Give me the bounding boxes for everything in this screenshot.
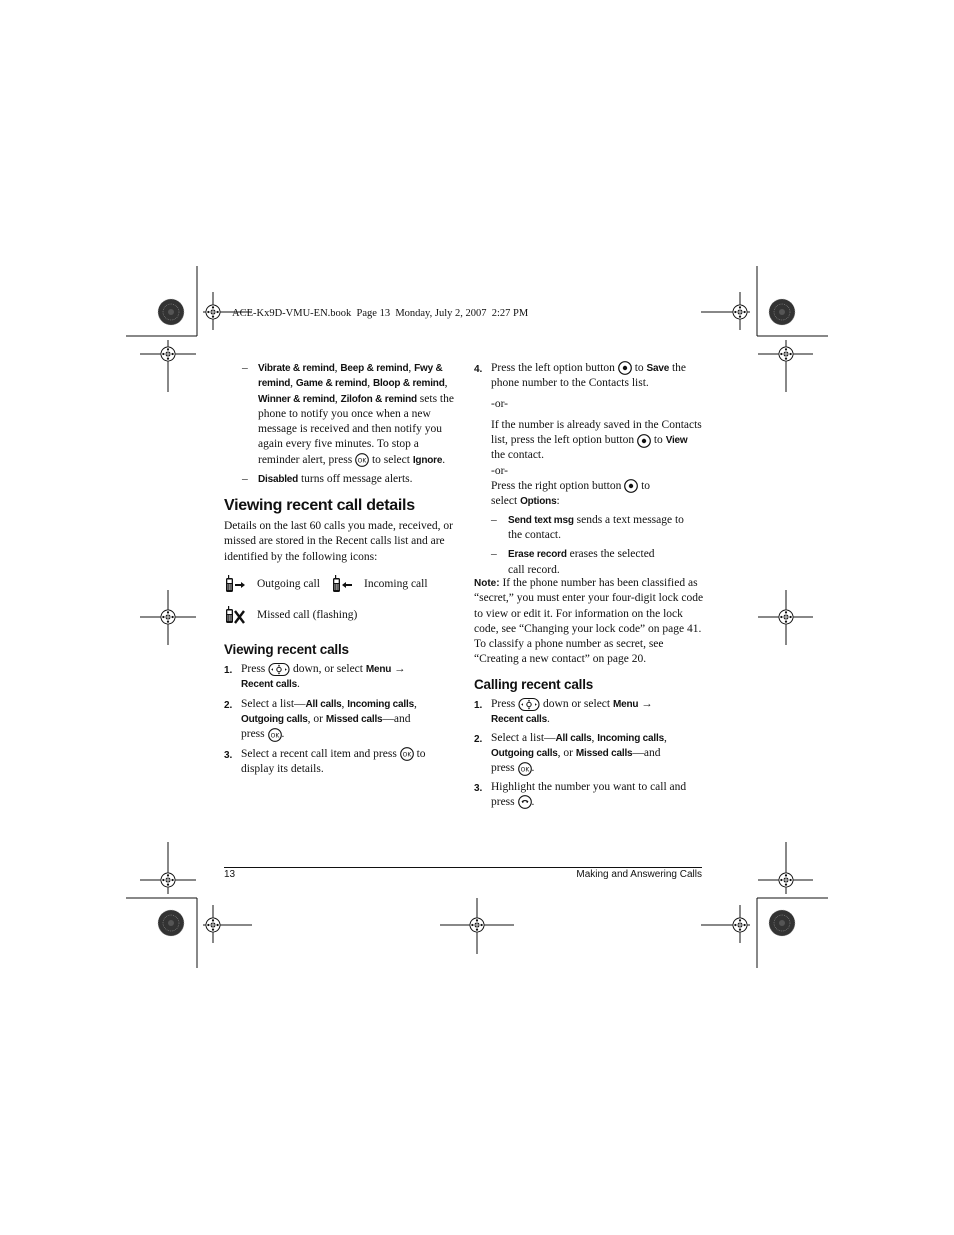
intro-paragraph: Details on the last 60 calls you made, received, or missed are stored in the Recent calls list and are identified by the following icons: [224, 520, 453, 563]
alert-line-1 [258, 361, 457, 376]
alert-text: , [408, 362, 415, 374]
step-1: 1. Press down or select Menu → Recent calls. [474, 698, 653, 726]
subheading-viewing: Viewing recent calls [224, 642, 349, 657]
option-button-icon [618, 361, 632, 375]
erase-record-option: – Erase record erases the selected call record. [491, 548, 655, 576]
step-4: 4. Press the left option button to Save the phone number to the Contacts list. -or- If the number is already saved in the Contacts list, press the left option button to View the contact. -or- Press the right option button to select Options: – Send text msg sends a text message to the contact. – Erase record erases the selected call record. [474, 361, 706, 578]
alert-option-name: Winner & remind [258, 393, 335, 405]
missed-call-icon [224, 606, 246, 626]
alert-line-4: phone to notify you once when a new [258, 407, 431, 420]
note-paragraph: Note: If the phone number has been classified as “secret,” you must enter your four-digit lock code to view or edit it. For information on the lock code, see “Changing your lock code” on page 41. To classify a phone number as secret, see “Creating a new contact” on page 20. [474, 577, 704, 666]
file-stamp: ACE-Kx9D-VMU-EN.book Page 13 Monday, July 2, 2007 2:27 PM [232, 308, 529, 319]
ok-key-icon [400, 747, 414, 761]
alert-option-name: Vibrate & remind [258, 363, 335, 374]
ok-key-icon [355, 453, 369, 467]
step-2: 2. Select a list—All calls, Incoming calls, Outgoing calls, or Missed calls—and press . [474, 731, 667, 775]
outgoing-call-label: Outgoing call [257, 578, 320, 590]
ok-key-icon [268, 728, 282, 742]
footer-rule [224, 867, 702, 868]
missed-call-label: Missed call (flashing) [257, 609, 358, 621]
alert-option-name: remind [258, 378, 291, 390]
alert-text: , [334, 362, 341, 374]
nav-key-icon [518, 697, 540, 712]
option-button-icon [637, 434, 651, 448]
step-2: 2. Select a list—All calls, Incoming calls, Outgoing calls, or Missed calls—and press . [224, 697, 417, 741]
left-column [242, 361, 457, 487]
alert-text: , [334, 392, 341, 405]
dash: – [242, 362, 248, 374]
alert-text: sets the [416, 392, 454, 405]
step-3: 3. Highlight the number you want to call and press . [474, 780, 687, 808]
alert-option-name: Beep & remind [340, 363, 409, 374]
alert-option-name: Bloop & remind [372, 378, 445, 390]
bullet-disabled: – Disabled turns off message alerts. [242, 473, 413, 486]
alert-option-name: Fwy & [414, 363, 443, 374]
viewing-steps [224, 662, 459, 777]
alert-line-6: again every five minutes. To stop a [258, 438, 419, 451]
bullet-alert-options [242, 361, 457, 468]
alert-line-7: reminder alert, press to select Ignore. [258, 453, 446, 466]
send-key-icon [518, 795, 532, 809]
alert-text: , [367, 377, 373, 390]
alert-line-5: message is received and then notify you [258, 423, 442, 436]
page-number: 13 [224, 869, 236, 880]
right-column [474, 361, 706, 578]
incoming-call-label: Incoming call [364, 578, 428, 590]
incoming-call-icon [331, 575, 353, 595]
ok-key-icon [518, 762, 532, 776]
alert-text: , [290, 377, 296, 390]
outgoing-call-icon [224, 575, 246, 595]
alert-option-name: Game & remind [295, 378, 368, 390]
section-heading: Viewing recent call details [224, 497, 415, 514]
option-button-icon [624, 479, 638, 493]
alert-text: , [444, 377, 448, 390]
nav-key-icon [268, 662, 290, 677]
calling-steps [474, 697, 706, 810]
alert-option-name: Zilofon & remind [340, 393, 417, 405]
step-1: 1. Press down, or select Menu → Recent calls. [224, 663, 406, 691]
subheading-calling: Calling recent calls [474, 677, 594, 692]
send-text-option: – Send text msg sends a text message to the contact. [491, 513, 684, 541]
step-3: 3. Select a recent call item and press to display its details. [224, 747, 426, 775]
alert-line-3 [258, 392, 457, 407]
alert-line-2 [258, 376, 457, 391]
section-title: Making and Answering Calls [576, 869, 702, 880]
